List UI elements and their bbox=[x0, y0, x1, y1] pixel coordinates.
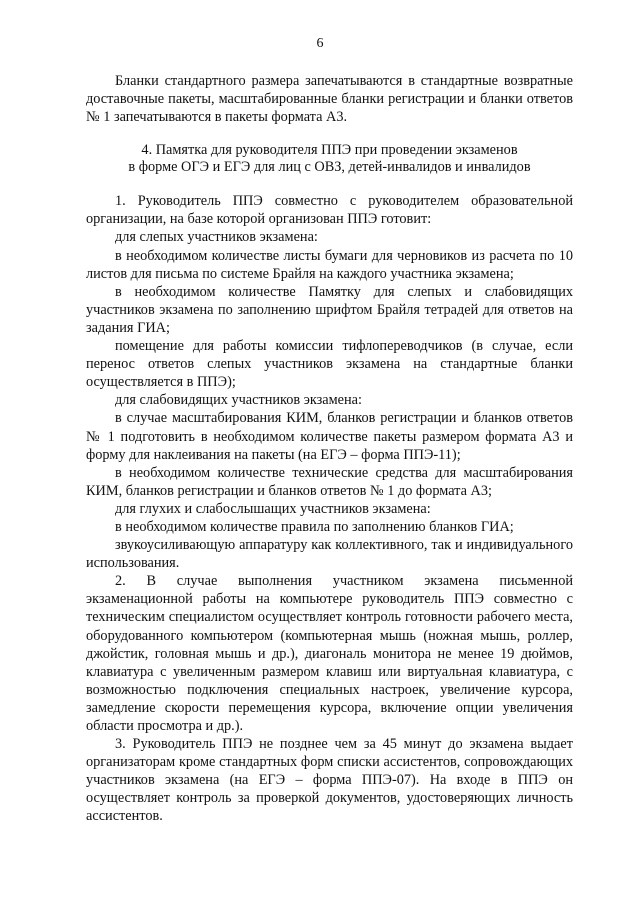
section-heading-line-2: в форме ОГЭ и ЕГЭ для лиц с ОВЗ, детей-инвалидов и инвалидов bbox=[128, 159, 531, 176]
paragraph-3-assistants: 3. Руководитель ППЭ не позднее чем за 45 минут до экзамена выдает организаторам кроме стандартных форм списки ассистентов, сопровождающих участников экзамена (на ЕГЭ – форма ППЭ-07). На входе в ППЭ он осуществляет контроль за проверкой документов, удостоверяющих личность ассистентов. bbox=[86, 736, 573, 825]
paragraph-blind-room: помещение для работы комиссии тифлопереводчиков (в случае, если перенос ответов слепых участников экзамена на стандартные бланки осуществляется в ППЭ); bbox=[86, 338, 573, 391]
section-heading bbox=[86, 142, 573, 176]
paragraph-lowvision-packages: в случае масштабирования КИМ, бланков регистрации и бланков ответов № 1 подготовить в необходимом количестве пакеты размером формата А3 и форму для наклеивания на пакеты (на ЕГЭ – форма ППЭ-11); bbox=[86, 410, 573, 463]
page-number: 6 bbox=[316, 36, 324, 51]
paragraph-1-intro: 1. Руководитель ППЭ совместно с руководителем образовательной организации, на базе которой организован ППЭ готовит: bbox=[86, 193, 573, 228]
document-body bbox=[86, 72, 573, 826]
paragraph-deaf-rules: в необходимом количестве правила по заполнению бланков ГИА; bbox=[115, 518, 514, 535]
paragraph-blind-memo: в необходимом количестве Памятку для слепых и слабовидящих участников экзамена по заполнению шрифтом Брайля тетрадей для ответов на задания ГИА; bbox=[86, 283, 573, 336]
paragraph-blind-heading: для слепых участников экзамена: bbox=[115, 229, 318, 246]
paragraph-lowvision-technical-means: в необходимом количестве технические средства для масштабирования КИМ, бланков регистрации и бланков ответов № 1 до формата А3; bbox=[86, 464, 573, 499]
paragraph-2-computer: 2. В случае выполнения участником экзамена письменной экзаменационной работы на компьютере руководитель ППЭ совместно с техническим специалистом осуществляет контроль готовности рабочего места, оборудованного компьютером (компьютерная мышь (ножная мышь, роллер, джойстик, головная мышь и др.), диагональ монитора не менее 19 дюймов, клавиатура с увеличенным размером клавиш или виртуальная клавиатура, с возможностью подключения специальных настроек, увеличение курсора, замедление скорости перемещения курсора, включение опции увеличения области просмотра и др.). bbox=[86, 573, 573, 734]
paragraph-deaf-heading: для глухих и слабослышащих участников экзамена: bbox=[115, 500, 431, 517]
section-heading-line-1: 4. Памятка для руководителя ППЭ при проведении экзаменов bbox=[141, 142, 518, 159]
paragraph-blind-draft-sheets: в необходимом количестве листы бумаги для черновиков из расчета по 10 листов для письма по системе Брайля на каждого участника экзамена; bbox=[86, 247, 573, 282]
paragraph-lowvision-heading: для слабовидящих участников экзамена: bbox=[115, 392, 362, 409]
paragraph-deaf-audio-equipment: звукоусиливающую аппаратуру как коллективного, так и индивидуального использования. bbox=[86, 537, 573, 572]
paragraph-blanks-packaging: Бланки стандартного размера запечатываются в стандартные возвратные доставочные пакеты, масштабированные бланки регистрации и бланки ответов № 1 запечатываются в пакеты формата А3. bbox=[86, 73, 573, 126]
